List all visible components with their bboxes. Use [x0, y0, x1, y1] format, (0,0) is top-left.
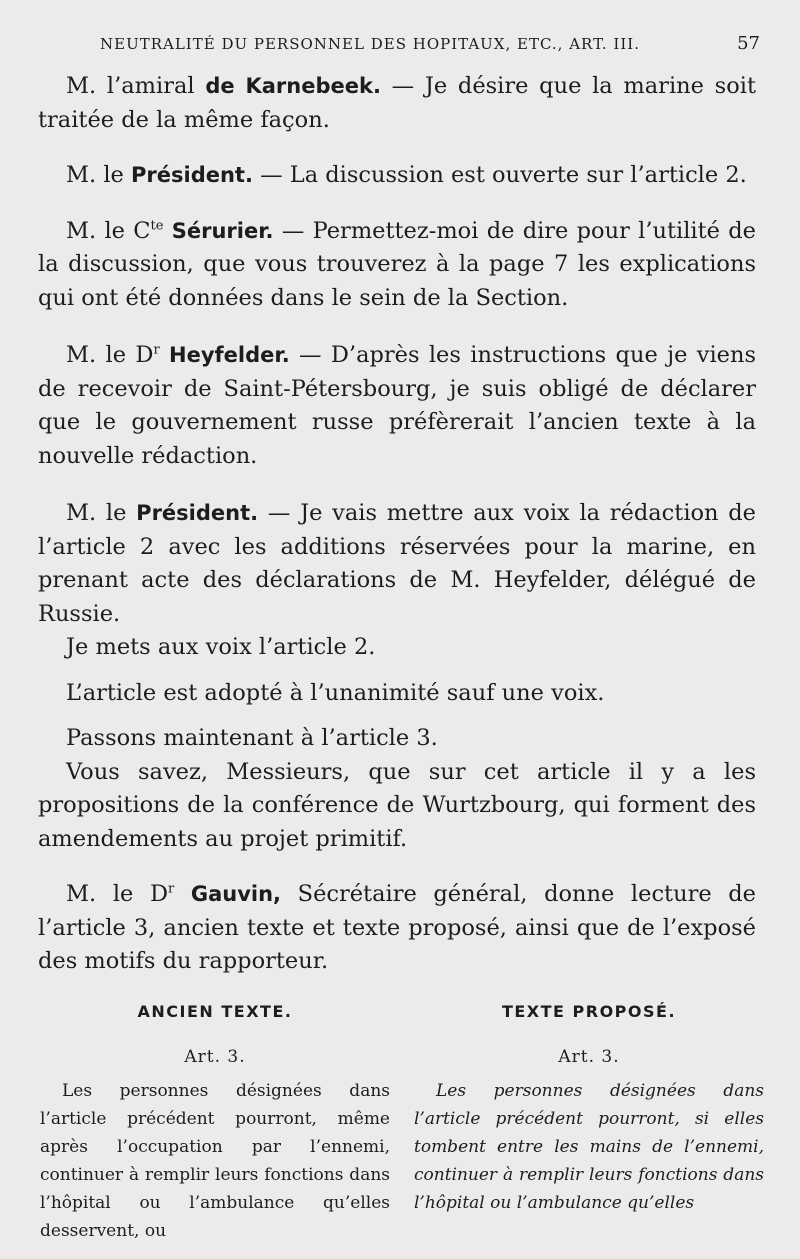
speaker-name: Gauvin, [190, 882, 282, 906]
column-heading: TEXTE PROPOSÉ. [501, 1002, 677, 1021]
page-header [100, 35, 760, 54]
speaker-name: Heyfelder. [169, 343, 290, 367]
article-text: Les personnes désignées dans l’article précédent pourront, si elles tombent entre les mains de l’ennemi, continuer à remplir leurs fonctions dans l’hôpital ou l’ambulance qu’elles [414, 1081, 764, 1213]
speaker-name: Président. [136, 501, 259, 525]
paragraph-3 [38, 215, 756, 316]
paragraph-8: Passons maintenant à l’article 3. [66, 725, 438, 751]
speaker-name: Président. [131, 163, 253, 187]
paragraph-10 [38, 878, 756, 979]
speech-text: Sécrétaire général, donne lecture de l’article 3, ancien texte et texte proposé, ainsi que de l’exposé des motifs du rapporteur. [38, 881, 756, 974]
running-title: NEUTRALITÉ DU PERSONNEL DES HOPITAUX, ETC., ART. III. [100, 35, 640, 53]
article-text: Les personnes désignées dans l’article précédent pourront, même après l’occupation par l’ennemi, continuer à remplir leurs fonctions dans l’hôpital ou l’ambulance qu’elles desservent, ou [40, 1081, 390, 1241]
speaker-title: M. le C [66, 217, 151, 244]
speaker-title: M. le D [66, 881, 168, 907]
paragraph-4 [38, 339, 756, 473]
speaker-title-superscript: r [168, 881, 175, 897]
paragraph-2 [38, 159, 756, 193]
column-texte-propose [414, 1002, 764, 1245]
speech-text: — D’après les instructions que je viens de recevoir de Saint-Pétersbourg, je suis obligé de déclarer que le gouvernement russe préfèrerait l’ancien texte à la nouvelle rédaction. [38, 342, 756, 469]
article-label: Art. 3. [558, 1047, 620, 1067]
main-text [38, 70, 756, 979]
column-heading: ANCIEN TEXTE. [137, 1002, 293, 1021]
speaker-title: M. le [66, 500, 127, 526]
speaker-title: M. l’amiral [66, 73, 195, 99]
speaker-name: de Karnebeek. [205, 74, 381, 98]
paragraph-1 [38, 70, 756, 137]
speech-text: — Je désire que la marine soit traitée de la même façon. [38, 73, 756, 133]
paragraph-6: Je mets aux voix l’article 2. [66, 634, 376, 660]
page-number: 57 [737, 33, 760, 54]
paragraph-5 [38, 497, 756, 631]
speaker-name: Sérurier. [171, 218, 274, 243]
paragraph-7: L’article est adopté à l’unanimité sauf une voix. [66, 679, 605, 706]
speech-text: — Je vais mettre aux voix la rédaction de l’article 2 avec les additions réservées pour la marine, en prenant acte des déclarations de M. Heyfelder, délégué de Russie. [38, 500, 756, 627]
paragraph-9: Vous savez, Messieurs, que sur cet article il y a les propositions de la conférence de Wurtzbourg, qui forment des amendements au projet primitif. [38, 758, 756, 852]
speaker-title-superscript: te [150, 218, 164, 233]
speaker-title-superscript: r [153, 342, 160, 358]
speech-text: — Permettez-moi de dire pour l’utilité de la discussion, que vous trouverez à la page 7 les explications qui ont été données dans le sein de la Section. [38, 217, 756, 311]
article-label: Art. 3. [184, 1047, 246, 1067]
speech-text: — La discussion est ouverte sur l’article 2. [252, 162, 747, 188]
speaker-title: M. le [66, 162, 124, 188]
column-ancien-texte [40, 1002, 390, 1245]
speaker-title: M. le D [66, 342, 154, 368]
comparison-columns [40, 1002, 764, 1245]
